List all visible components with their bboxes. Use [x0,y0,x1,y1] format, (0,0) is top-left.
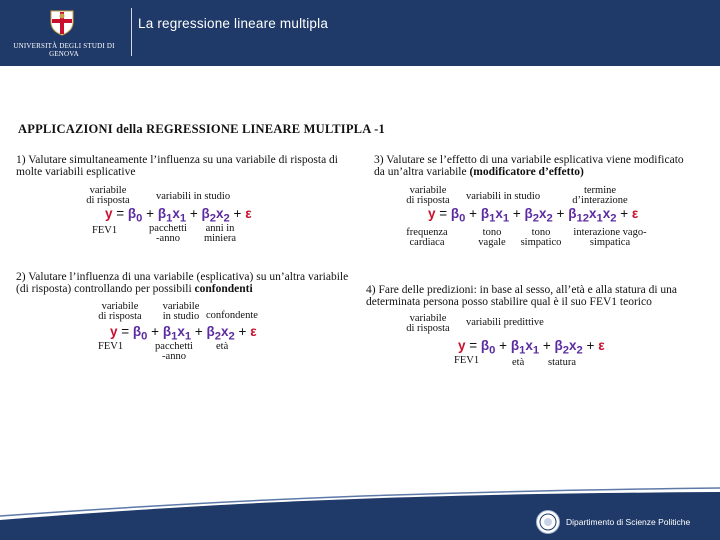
q3-line2-a: da un’altra variabile [374,166,470,178]
q2-line1: 2) Valutare l’influenza di una variabile (esplicativa) su un’altra variabile [16,271,349,283]
q3-term-label-1: termine [583,185,617,196]
q4-line2: determinata persona posso stabilire qual è il suo FEV1 teorico [366,296,652,308]
q3-response-label-2: di risposta [406,195,450,206]
q2-studied-label-1: variabile [162,301,200,312]
q3-line2 [374,166,714,178]
q3-below-x1-2: vagale [478,237,506,248]
q3-below-x1 [470,228,514,248]
q3-below-interaction [564,228,656,248]
university-logo [6,4,122,62]
q3-below-y-1: frequenza [406,227,448,238]
q3-below-int-2: simpatica [589,237,631,248]
header-divider [131,8,132,56]
q1-line2: molte variabili esplicative [16,166,136,178]
q4-description [366,284,716,308]
q2-formula: $y = \beta_0 + \beta_1x_1 + \beta_2x_2 + \varepsilon$ [110,324,257,343]
q4-formula: $y = \beta_0 + \beta_1x_1 + \beta_2x_2 + \varepsilon$ [458,338,605,357]
q1-line1: 1) Valutare simultaneamente l’influenza su una variabile di risposta di [16,154,339,166]
q1-below-x1 [143,224,193,244]
department-seal-icon [536,510,560,534]
q2-below-x1 [148,342,200,362]
q1-below-x1-a: pacchetti [149,223,187,234]
q3-line2-b: (modificatore d’effetto) [469,166,584,178]
q4-response-label-2: di risposta [406,323,450,334]
q1-studied-label: variabili in studio [156,191,231,202]
q2-line2 [16,283,368,295]
q3-below-x2 [516,228,566,248]
q4-predictive-label: variabili predittive [466,317,544,328]
q2-below-x1-b: -anno [162,351,186,362]
header-bar [0,0,720,66]
q2-below-x1-a: pacchetti [155,341,193,352]
q3-term-label-2: d’interazione [572,195,628,206]
slide-heading: APPLICAZIONI della REGRESSIONE LINEARE MULTIPLA -1 [18,122,385,136]
q2-line2-b: confondenti [194,283,253,295]
q2-response-label-1: variabile [101,301,139,312]
q2-studied-label-2: in studio [162,311,200,322]
q3-below-int-1: interazione vago- [573,227,647,238]
q3-below-y [398,228,456,248]
q1-response-label-2: di risposta [86,195,130,206]
q3-term-label [564,186,636,206]
university-crest-icon [48,8,76,36]
q1-below-x2-b: miniera [203,233,237,244]
q1-below-x1-b: -anno [156,233,180,244]
q4-below-x1: età [512,357,525,368]
q1-description [16,154,366,178]
page-title: La regressione lineare multipla [138,16,329,31]
q4-response-label [398,314,458,334]
q3-below-x2-2: simpatico [520,237,562,248]
q3-response-label [398,186,458,206]
q4-response-label-1: variabile [409,313,447,324]
q3-description [374,154,714,178]
q2-confound-label: confondente [206,310,258,321]
q4-line1: 4) Fare delle predizioni: in base al sesso, all’età e alla statura di una [366,284,678,296]
q3-response-label-1: variabile [409,185,447,196]
q3-below-x2-1: tono [531,227,551,238]
q3-formula: $y = \beta_0 + \beta_1x_1 + \beta_2x_2 + \beta_{12}x_1x_2 + \varepsilon$ [428,206,639,225]
q2-below-y: FEV1 [98,341,124,352]
q3-line1: 3) Valutare se l’effetto di una variabile esplicativa viene modificato [374,154,684,166]
q4-below-y: FEV1 [454,355,480,366]
q2-response-label [90,302,150,322]
q2-line2-a: (di risposta) controllando per possibili [16,283,195,295]
q2-studied-label [152,302,210,322]
q3-below-x1-1: tono [482,227,502,238]
q2-response-label-2: di risposta [98,311,142,322]
q1-below-y: FEV1 [92,225,118,236]
q2-description [16,271,368,295]
university-name: UNIVERSITÀ DEGLI STUDI DI GENOVA [13,42,115,58]
q1-response-label [78,186,138,206]
q2-below-x2: età [216,341,229,352]
q1-formula: $y = \beta_0 + \beta_1x_1 + \beta_2x_2 + \varepsilon$ [105,206,252,225]
footer-wave-decoration [0,486,720,540]
q3-below-y-2: cardiaca [409,237,445,248]
q3-studied-label: variabili in studio [466,191,541,202]
q1-response-label-1: variabile [89,185,127,196]
footer [0,486,720,540]
department-name: Dipartimento di Scienze Politiche [566,517,691,527]
q1-below-x2 [198,224,242,244]
q4-below-x2: statura [548,357,576,368]
slide-content [0,66,720,506]
q1-below-x2-a: anni in [205,223,235,234]
